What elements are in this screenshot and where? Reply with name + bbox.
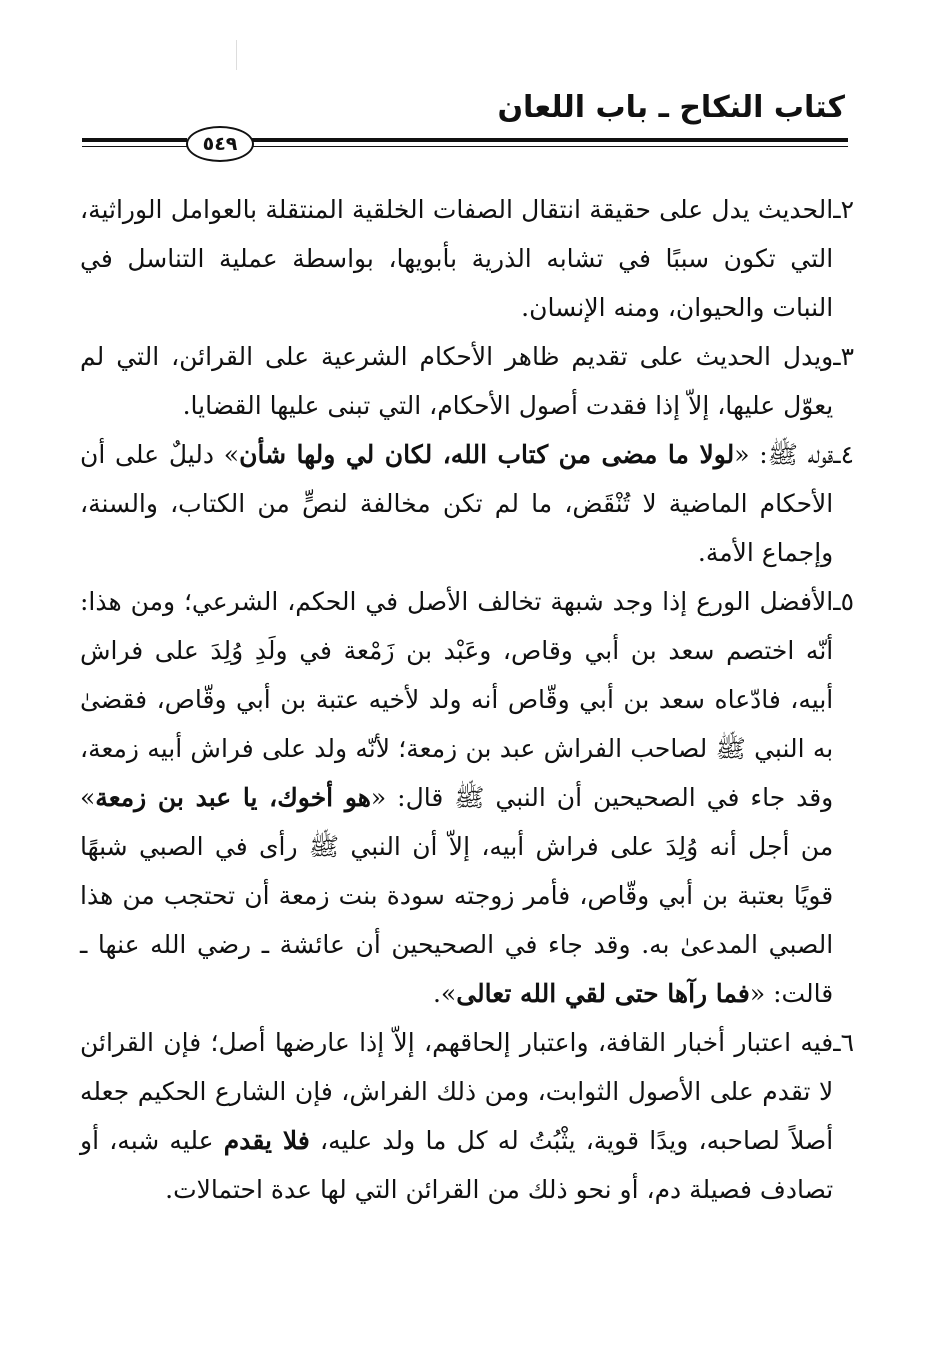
hadith-quote: هو أخوك، يا عبد بن زمعة bbox=[95, 783, 371, 812]
scan-mark bbox=[236, 40, 237, 70]
list-item bbox=[80, 430, 854, 577]
item-text bbox=[80, 1018, 833, 1214]
hadith-quote: لولا ما مضى من كتاب الله، لكان لي ولها شأن bbox=[239, 440, 735, 469]
body-text bbox=[80, 185, 854, 1214]
item-text-mid: » من أجل أنه وُلِدَ على فراش أبيه، إلاّ أن النبي ﷺ رأى في الصبي شبهًا قويًا بعتبة بن أبي وقّاص، فأمر زوجته سودة بنت زمعة أن تحتجب من هذا الصبي المدعىٰ به. وقد جاء في الصحيحين أن عائشة ـ رضي الله عنها ـ قالت: « bbox=[80, 783, 834, 1008]
page-number: ٥٤٩ bbox=[186, 126, 254, 162]
item-number: ٢ـ bbox=[833, 195, 854, 224]
item-text-post: ». bbox=[432, 979, 457, 1008]
item-text: الحديث يدل على حقيقة انتقال الصفات الخلقية المنتقلة بالعوامل الوراثية، التي تكون سببًا في تشابه الذرية بأبويها، بواسطة عملية التناسل في النبات والحيوان، ومنه الإنسان. bbox=[80, 195, 834, 322]
item-text-pre: قوله ﷺ: « bbox=[734, 440, 834, 469]
header-rule-thick bbox=[250, 138, 848, 142]
header-rule-thin bbox=[250, 146, 848, 147]
running-header-title: كتاب النكاح ـ باب اللعان bbox=[497, 90, 845, 125]
item-number: ٥ـ bbox=[833, 587, 854, 616]
item-number: ٣ـ bbox=[833, 342, 854, 371]
hadith-quote: فما رآها حتى لقي الله تعالى bbox=[456, 979, 750, 1008]
list-item bbox=[80, 577, 854, 1018]
item-number: ٦ـ bbox=[833, 1028, 854, 1057]
item-text bbox=[80, 577, 833, 1018]
item-text-pre: الأفضل الورع إذا وجد شبهة تخالف الأصل في الحكم، الشرعي؛ ومن هذا: أنّه اختصم سعد بن أبي وقاص، وعَبْد بن زَمْعة في ولَدِ وُلِدَ على فراش أبيه، فادّعاه سعد بن أبي وقّاص أنه ولد لأخيه عتبة بن أبي وقّاص، فقضىٰ به النبي ﷺ لصاحب الفراش عبد بن زمعة؛ لأنّه ولد على فراش أبيه زمعة، وقد جاء في الصحيحين أن النبي ﷺ قال: « bbox=[80, 587, 834, 812]
item-number: ٤ـ bbox=[833, 440, 854, 469]
item-text-pre: فيه اعتبار أخبار القافة، واعتبار إلحاقهم، إلاّ إذا عارضها أصل؛ فإن القرائن لا تقدم على الأصول الثوابت، ومن ذلك الفراش، فإن الشارع الحكيم جعله أصلاً لصاحبه، ويدًا قوية، يثْبُتُ له كل ما ولد عليه، bbox=[80, 1028, 834, 1155]
item-text bbox=[80, 430, 833, 577]
header-rule-left-thin bbox=[82, 146, 187, 147]
list-item bbox=[80, 185, 854, 332]
item-text-post: » دليلٌ على أن الأحكام الماضية لا تُنْقَض، ما لم تكن مخالفة لنصٍّ من الكتاب، والسنة، وإجماع الأمة. bbox=[80, 440, 834, 567]
item-text: ويدل الحديث على تقديم ظاهر الأحكام الشرعية على القرائن، التي لم يعوّل عليها، إلاّ إذا فقدت أصول الأحكام، التي تبنى عليها القضايا. bbox=[80, 342, 834, 420]
list-item bbox=[80, 1018, 854, 1214]
list-item bbox=[80, 332, 854, 430]
item-text-post: عليه شبه، أو تصادف فصيلة دم، أو نحو ذلك من القرائن التي لها عدة احتمالات. bbox=[80, 1126, 834, 1204]
header-rule-left-thick bbox=[82, 138, 187, 142]
emphasis-text: فلا يقدم bbox=[223, 1126, 310, 1155]
